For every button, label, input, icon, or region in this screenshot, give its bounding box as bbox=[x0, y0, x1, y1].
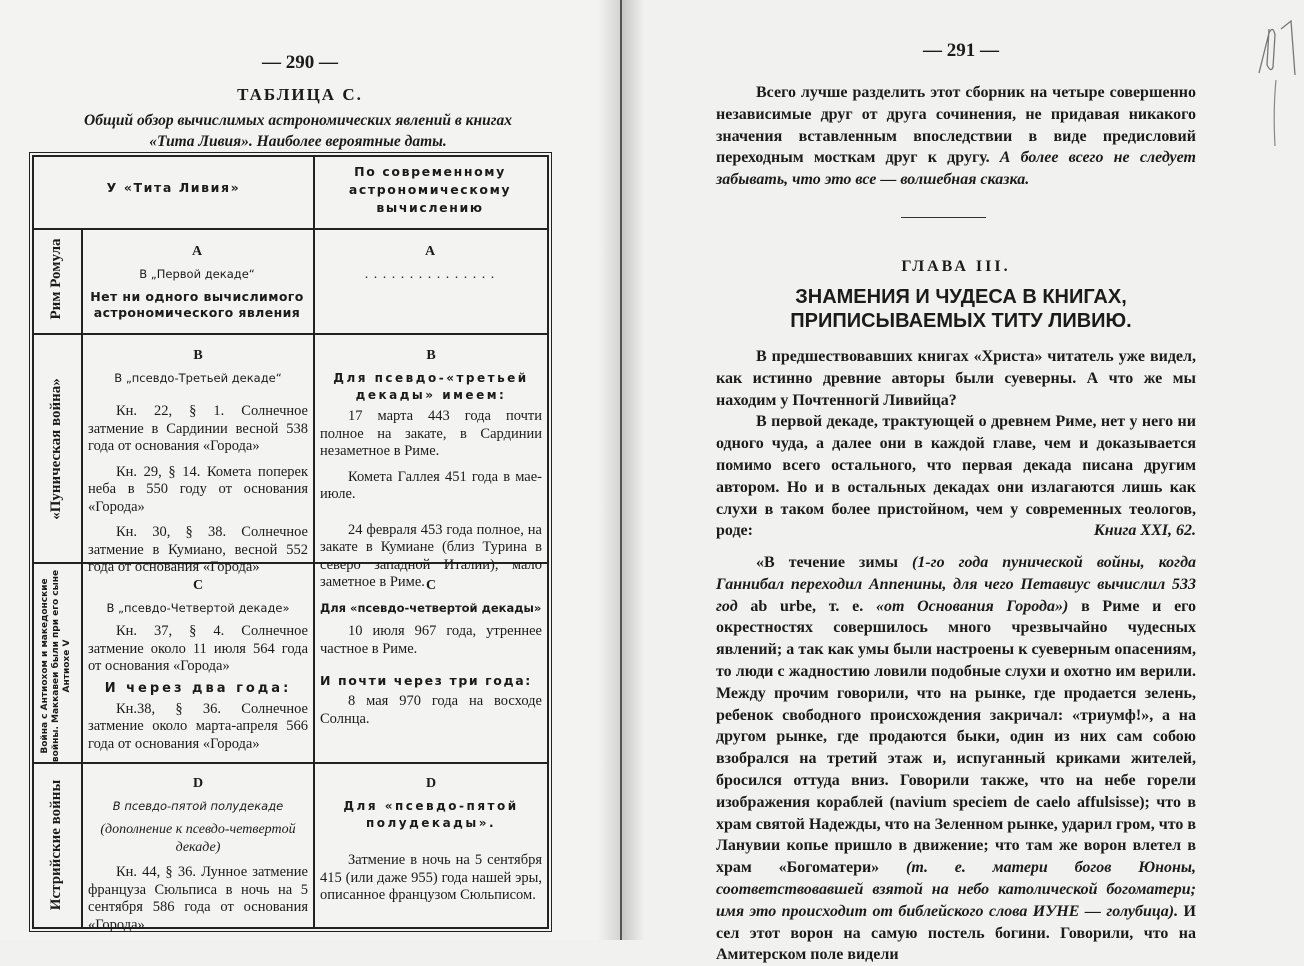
right-page bbox=[621, 0, 1304, 964]
intro-italic-text: А более всего не следует забывать, что это все — волшебная сказка. bbox=[716, 149, 1196, 189]
period-label: Рим Ромула bbox=[48, 238, 64, 320]
cell-text: Затмение в ночь на 5 сентября 415 (или даже 955) года нашей эры, описанное французом Сюльписом. bbox=[320, 852, 542, 903]
page-number: — 291 — bbox=[923, 40, 999, 61]
section-letter: А bbox=[191, 244, 203, 259]
cell-text: Кн. 29, § 14. Комета поперек неба в 550 году от основания «Города» bbox=[88, 463, 308, 515]
cell-text: Комета Галлея 451 года в мае-июле. bbox=[320, 468, 542, 502]
cell-text: 17 марта 443 года почти полное на закате, в Сардинии незаметное в Риме. bbox=[320, 408, 542, 459]
livy-cell bbox=[86, 243, 308, 325]
livy-cell bbox=[88, 577, 308, 761]
decade-label: Для «псевдо-пятой полудекады». bbox=[343, 799, 519, 830]
decade-label: В „псевдо-Четвертой декаде» bbox=[106, 601, 290, 615]
cell-text: Кн. 37, § 4. Солнечное затмение около 11 июля 564 года от основания «Города» bbox=[88, 623, 308, 674]
section-letter: D bbox=[425, 776, 437, 791]
section-letter: В bbox=[426, 348, 436, 363]
chapter-title: ЗНАМЕНИЯ И ЧУДЕСА В КНИГАХ, ПРИПИСЫВАЕМЫХ ТИТУ ЛИВИЮ. bbox=[790, 286, 1132, 332]
paragraph: В предшествовавших книгах «Христа» читатель уже видел, как истинно древние авторы были суеверны. А что же мы находим у Почтенногй Ливийца? bbox=[716, 348, 1196, 409]
cell-text: Кн. 22, § 1. Солнечное затмение в Сардинии весной 538 года от основания «Города» bbox=[88, 403, 308, 454]
row-divider bbox=[34, 762, 547, 764]
decade-label: В „псевдо-Третьей декаде“ bbox=[114, 371, 282, 385]
table-subtitle bbox=[28, 110, 568, 152]
section-letter: С bbox=[192, 578, 204, 593]
intro-paragraph bbox=[716, 82, 1196, 191]
table-title: ТАБЛИЦА С. bbox=[237, 85, 363, 104]
paragraph: В первой декаде, трактующей о древнем Риме, нет у него ни одного чуда, а далее они в каждой главе, чем и доказывается помимо всего остального, что первая декада писана другим автором. Но и в остальных декадах они излагаются лишь как слухи в таком более пристойном, чем у современных теологов, роде: bbox=[716, 413, 1196, 540]
cell-text: 10 июля 967 года, утреннее частное в Риме. bbox=[320, 623, 542, 657]
quote-italic: «от Основания Города») bbox=[875, 597, 1069, 615]
decade-label: Для «псевдо-четвертой декады» bbox=[320, 601, 542, 615]
body-text bbox=[716, 346, 1196, 542]
quote-text: ab urbe, т. е. bbox=[750, 597, 864, 615]
page-number: — 290 — bbox=[262, 52, 338, 73]
quote-text: в Риме и его окрестностях совершилось много чрезвычайно чудесных явлений; а так как умы были настроены к суеверным опасениям, то люди с жадностию ловили подобные слухи и охотно им верили. Между прочим говорили, что на рынке, где продается зелень, ребенок свободного происхождения закричал: «триумф!», а на другом рынке, где продаются быки, один из них сам собою взобрался на третий этаж и, испуганный криками жителей, бросился оттуда вниз. Говорили также, что на небе горели изображения кораблей (navium speciem de caelo affulsisse); что в храм святой Надежды, что на Зеленном рынке, ударил гром, что в Ланувии копье пришло в движение; что там же ворон влетел в храм «Богоматери» bbox=[716, 597, 1197, 877]
period-label: Война с Антиохом и македонские войны. Маккавеи были при его сыне Антиохе V bbox=[40, 569, 72, 763]
chapter-label: ГЛАВА III. bbox=[901, 258, 1011, 275]
section-letter: В bbox=[193, 348, 203, 363]
book-reference: Книга XXI, 62. bbox=[1093, 522, 1196, 539]
modern-cell bbox=[320, 347, 542, 600]
quote-text: И сел этот ворон на самую постель богини. Говорили, что на Амитерском поле видели bbox=[716, 902, 1196, 964]
section-letter: А bbox=[424, 244, 436, 259]
cell-text: Кн. 44, § 36. Лунное затмение француза Сюльписа в ночь на 5 сентября 586 года от основания «Города» bbox=[88, 864, 308, 933]
quote-italic: (1-го года пунической войны, когда Ганнибал переходил Аппенины, для чего Петавиус вычислил 533 год bbox=[716, 554, 1197, 615]
pencil-margin-line-icon bbox=[1271, 80, 1279, 148]
section-letter: С bbox=[425, 578, 437, 593]
cell-text: Кн.38, § 36. Солнечное затмение около марта-апреля 566 года от основания «Города» bbox=[88, 700, 308, 752]
cell-text: 8 мая 970 года на восходе Солнца. bbox=[320, 693, 542, 727]
table-subtitle-line: «Тита Ливия». Наиболее вероятные даты. bbox=[149, 133, 447, 150]
quote-italic: (т. е. матери богов Юноны, соответствовавшей взятой на небо католической богоматери; имя это происходит от библейского слова ИУНЕ — голубица). bbox=[716, 859, 1197, 920]
gutter-shadow bbox=[598, 0, 620, 940]
decade-label: В псевдо-пятой полудекаде bbox=[112, 799, 284, 813]
column-divider bbox=[81, 229, 83, 927]
quotation bbox=[716, 552, 1196, 966]
section-letter: D bbox=[192, 776, 204, 791]
column-divider bbox=[313, 157, 315, 927]
row-divider bbox=[34, 228, 547, 230]
decade-label: Для псевдо-«третьей декады» имеем: bbox=[333, 371, 529, 402]
modern-cell bbox=[320, 775, 542, 913]
cell-note: (дополнение к псевдо-четвертой декаде) bbox=[100, 822, 296, 855]
section-rule bbox=[901, 217, 986, 218]
cell-text: 24 февраля 453 года полное, на закате в Кумиане (близ Турина в северо западной Италии), мало заметное в Риме. bbox=[320, 521, 542, 590]
period-label: Истрийские войны bbox=[48, 779, 64, 911]
astronomy-table bbox=[32, 155, 549, 933]
row-divider bbox=[34, 333, 547, 335]
interlude: И почти через три года: bbox=[320, 673, 532, 688]
cell-text: Нет ни одного вычислимого астрономического явления bbox=[90, 289, 304, 320]
quote-text: «В течение зимы bbox=[756, 554, 898, 571]
modern-cell bbox=[320, 577, 542, 736]
livy-cell bbox=[88, 347, 308, 585]
intro-text: Всего лучше разделить этот сборник на четыре совершенно независимые друг от друга сочинения, не придавая никакого значения вставленным впоследствии в виде предисловий переходным мосткам друг к другу. bbox=[716, 84, 1196, 167]
table-subtitle-line: Общий обзор вычислимых астрономических явлений в книгах bbox=[84, 112, 512, 129]
interlude: И через два года: bbox=[104, 680, 292, 696]
header-modern: По современному астрономическому вычислению bbox=[348, 164, 512, 215]
header-livy: У «Тита Ливия» bbox=[106, 180, 241, 195]
decade-label: В „Первой декаде“ bbox=[139, 267, 255, 281]
modern-cell bbox=[318, 243, 542, 289]
pencil-mark-icon bbox=[1251, 15, 1301, 75]
dots-placeholder: . . . . . . . . . . . . . . . bbox=[364, 267, 496, 282]
period-label: «Пуническая война» bbox=[48, 378, 64, 520]
livy-cell bbox=[88, 775, 308, 942]
cell-text: Кн. 30, § 38. Солнечное затмение в Кумиано, весной 552 года от основания «Города» bbox=[88, 524, 308, 575]
left-page bbox=[0, 0, 621, 940]
